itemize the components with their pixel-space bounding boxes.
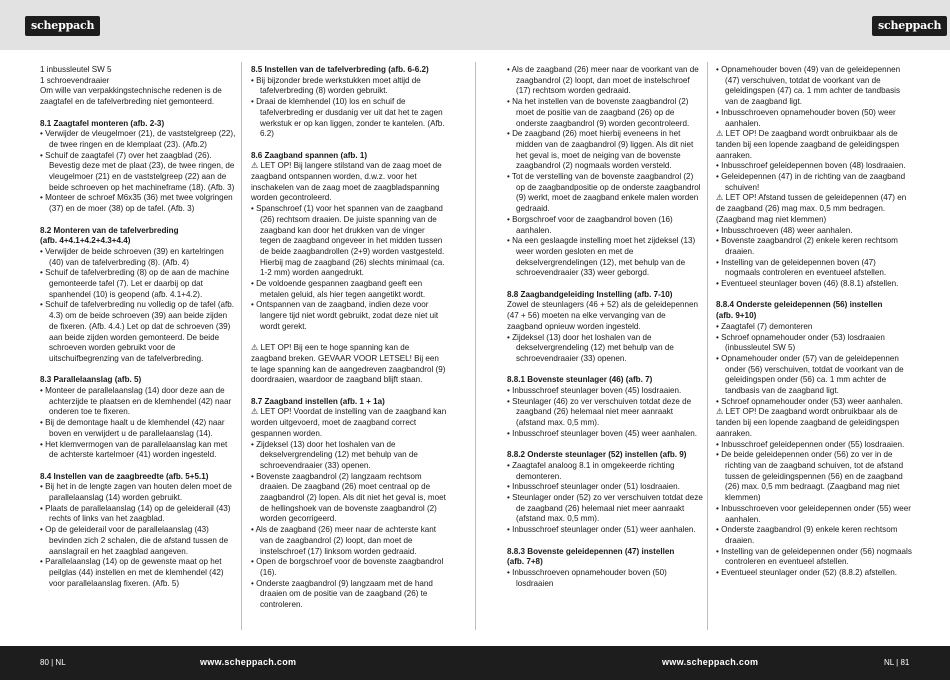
- spacer: [40, 461, 236, 472]
- bullet-item: • Geleidepennen (47) in de richting van de zaagband schuiven!: [716, 172, 906, 192]
- bullet-item: • Schroef opnamehouder onder (53) weer aanhalen.: [716, 396, 903, 406]
- column-divider: [241, 62, 242, 630]
- bullet-item: • Open de borgschroef voor de bovenste zaagbandrol (16).: [251, 557, 444, 577]
- bullet-item: • Spanschroef (1) voor het spannen van de zaagband (26) rechtsom draaien. De juiste spanning van de zaagband kan door het drukken van de vinger tegen de zaagband ongeveer in het midden tussen de beide zaagbandrollen (2+9) worden vastgesteld. Hierbij mag de zaagband (26) slechts minimaal (ca. 1-2 mm) worden aangedrukt.: [251, 204, 445, 278]
- bullet-item: • Inbusschroeven opnamehouder boven (50) losdraaien: [507, 567, 667, 588]
- bullet-item: • De zaagband (26) moet hierbij eveneens in het midden van de zaagbandrol (9) liggen. Als dit niet het geval is, moet de neiging van de bovenste zaagbandrol (2) nogmaals worden versteld.: [507, 129, 694, 171]
- spacer: [251, 333, 447, 344]
- bullet-item: • Onderste zaagbandrol (9) langzaam met de hand draaien om de positie van de zaagband (26) te controleren.: [251, 578, 433, 610]
- bullet-item: • Steunlager (46) zo ver verschuiven totdat deze de zaagband (26) helemaal niet meer aanraakt (afstand max. 0,5 mm).: [507, 396, 692, 428]
- bullet-item: • Opnamehouder boven (49) van de geleidepennen (47) verschuiven, totdat de voorkant van de geleidingspen (47) ca. 1 mm achter de tandbasis van de zaagband ligt.: [716, 65, 901, 107]
- bullet-item: • Schuif de tafelverbreding (8) op de aan de machine gemonteerde tafel (7). Let er daarbij op dat spanhendel (10) is geopend (afb. 4.1+4.2).: [40, 268, 230, 299]
- bullet-item: • Bij het in de lengte zagen van houten delen moet de parallelaanslag (14) worden gebruikt.: [40, 482, 232, 503]
- paragraph: Zowel de steunlagers (46 + 52) als de geleidepennen (47 + 56) moeten na elke vervanging van de zaagband opnieuw worden ingesteld.: [507, 300, 699, 331]
- header-bar: [0, 0, 950, 50]
- section-heading: 8.2 Monteren van de tafelverbreding: [40, 225, 179, 235]
- bullet-item: • Bovenste zaagbandrol (2) enkele keren rechtsom draaien.: [716, 236, 898, 256]
- section-heading: 8.8.2 Onderste steunlager (52) instellen (afb. 9): [507, 450, 687, 460]
- bullet-item: • Eventueel steunlager boven (46) (8.8.1) afstellen.: [716, 279, 899, 289]
- bullet-item: • Na een geslaagde instelling moet het zijdeksel (13) weer worden gesloten en met de dekselvergrendelingen (12), met behulp van de schroevendraaier (33) weer geborgd.: [507, 236, 696, 278]
- section-heading: 8.5 Instellen van de tafelverbreding (afb. 6-6.2): [251, 65, 429, 74]
- bullet-item: • Zaagtafel analoog 8.1 in omgekeerde richting demonteren.: [507, 460, 675, 481]
- footer-bar: [0, 646, 950, 680]
- spacer: [507, 536, 703, 547]
- bullet-item: • Ontspannen van de zaagband, indien deze voor langere tijd niet wordt gebruikt, zodat deze niet uit wordt gerekt.: [251, 300, 439, 331]
- bullet-item: • Inbusschroef steunlager boven (45) losdraaien.: [507, 386, 682, 396]
- bullet-item: • Zijdeksel (13) door het loshalen van de dekselvergrendeling (12) met behulp van de schroevendraaier (33) openen.: [251, 439, 418, 470]
- column-divider: [707, 62, 708, 630]
- bullet-item: • Steunlager onder (52) zo ver verschuiven totdat deze de zaagband (26) helemaal niet meer aanraakt (afstand max. 0,5 mm).: [507, 493, 703, 524]
- bullet-item: • Instelling van de geleidepennen onder (56) nogmaals controleren en eventueel afstellen.: [716, 546, 912, 567]
- paragraph: ⚠ LET OP! Voordat de instelling van de zaagband kan worden uitgevoerd, moet de zaagband correct gespannen worden.: [251, 407, 447, 438]
- spacer: [507, 279, 703, 290]
- bullet-item: • Op de geleiderail voor de parallelaanslag (43) bevinden zich 2 schalen, die de afstand tussen de aanslagrail en het zaagblad aangeven.: [40, 525, 229, 556]
- bullet-item: • Als de zaagband (26) meer naar de voorkant van de zaagbandrol (2) loopt, dan moet de instelschroef (17) rechtsom worden gedraaid.: [507, 65, 699, 96]
- section-heading: (afb. 7+8): [507, 557, 543, 567]
- bullet-item: • Opnamehouder onder (57) van de geleidepennen onder (56) verschuiven, totdat de voorkant van de geleidingspen onder (56) ca. 1 mm achter de tandbasis van de zaagband ligt.: [716, 353, 904, 396]
- bullet-item: • Instelling van de geleidepennen boven (47) nogmaals controleren en eventueel afstellen.: [716, 257, 887, 278]
- spacer: [40, 108, 236, 119]
- bullet-item: • Borgschroef voor de zaagbandrol boven (16) aanhalen.: [507, 214, 673, 235]
- bullet-item: • Tot de verstelling van de bovenste zaagbandrol (2) op de zaagbandpositie op de onderste zaagbandrol (9) werkt, moet de zaagband enkele malen worden gedraaid.: [507, 172, 701, 214]
- spacer: [40, 365, 236, 376]
- column-divider: [475, 62, 476, 630]
- bullet-item: • Als de zaagband (26) meer naar de achterste kant van de zaagbandrol (2) loopt, dan moet de instelschroef (17) linksom worden gedraaid.: [251, 525, 437, 556]
- bullet-item: • Het klemvermogen van de parallelaanslag kan met de achterste kartelmoer (41) worden ingesteld.: [40, 439, 228, 460]
- bullet-item: • Schuif de tafelverbreding nu volledig op de tafel (afb. 4.3) om de beide schroeven (39) aan beide zijden de fixeren. (Afb. 4.4.) Let op dat de schroeven (39) aan beide zijden worden gemonteerd. De beide schroeven worden gebruikt voor de uitschuifbegrenzing van de tafelverbreding.: [40, 300, 235, 363]
- section-heading: (afb. 9+10): [716, 311, 757, 321]
- bullet-item: • Bovenste zaagbandrol (2) langzaam rechtsom draaien. De zaagband (26) moet centraal op de zaagbandrol (2) lopen. Als dit niet het geval is, moet de hellingshoek van de bovenste zaagbandrol (2) worden gecorrigeerd.: [251, 471, 446, 524]
- brand-logo-left: scheppach: [25, 16, 100, 36]
- spacer: [507, 440, 703, 451]
- bullet-item: • Na het instellen van de bovenste zaagbandrol (2) moet de positie van de zaagband (26) op de onderste zaagbandrol (9) worden gecontroleerd.: [507, 97, 690, 128]
- spacer: [507, 365, 703, 376]
- bullet-item: • Inbusschroeven voor geleidepennen onder (55) weer aanhalen.: [716, 503, 911, 524]
- bullet-item: • Inbusschroef geleidepennen onder (55) losdraaien.: [716, 439, 905, 449]
- section-heading: 8.1 Zaagtafel monteren (afb. 2-3): [40, 118, 165, 128]
- website-link-right[interactable]: www.scheppach.com: [662, 657, 759, 667]
- paragraph: ⚠ LET OP! De zaagband wordt onbruikbaar als de tanden bij een lopende zaagband de geleidingspen aanraken.: [716, 407, 900, 438]
- section-heading: 8.8.1 Bovenste steunlager (46) (afb. 7): [507, 375, 653, 385]
- text-column-2: [251, 65, 447, 611]
- spacer: [251, 386, 447, 397]
- section-heading: 8.7 Zaagband instellen (afb. 1 + 1a): [251, 396, 385, 406]
- section-heading: 8.3 Parallelaanslag (afb. 5): [40, 375, 142, 385]
- bullet-item: • Draai de klemhendel (10) los en schuif de tafelverbreding er dusdanig ver uit dat het te zagen werkstuk er op kan liggen, zonder te kantelen. (Afb. 6.2): [251, 97, 445, 139]
- section-heading: (afb. 4+4.1+4.2+4.3+4.4): [40, 236, 131, 246]
- brand-logo-right: scheppach: [872, 16, 947, 36]
- bullet-item: • Monteer de schroef M6x35 (36) met twee volgringen (37) en de moer (38) op de tafel. (Afb. 3): [40, 193, 233, 214]
- bullet-item: • Bij bijzonder brede werkstukken moet altijd de tafelverbreding (8) worden gebruikt.: [251, 75, 421, 96]
- page-number-right: NL | 81: [884, 658, 910, 667]
- bullet-item: • Onderste zaagbandrol (9) enkele keren rechtsom draaien.: [716, 525, 898, 545]
- paragraph: ⚠ LET OP! Bij een te hoge spanning kan de zaagband breken. GEVAAR VOOR LETSEL! Bij een te lage spanning kan de aangedreven zaagbandrol (9) doordraaien, waardoor de zaagband blijft staan.: [251, 343, 446, 385]
- bullet-item: • Zaagtafel (7) demonteren: [716, 321, 813, 331]
- bullet-item: • Inbusschroef steunlager onder (51) losdraaien.: [507, 482, 680, 492]
- bullet-item: • Monteer de parallelaanslag (14) door deze aan de achterzijde te plaatsen en de klemhendel (42) naar onderen toe te fixeren.: [40, 386, 232, 417]
- bullet-item: • De beide geleidepennen onder (56) zo ver in de richting van de zaagband schuiven, tot de afstand tussen de geleidingspennen (56) en de zaagband (26) max. 0,5 mm bedraagt. (Zaagband mag niet klemmen): [716, 450, 904, 503]
- bullet-item: • De voldoende gespannen zaagband geeft een metalen geluid, als hier tegen aangetikt wordt.: [251, 279, 426, 299]
- bullet-item: • Schroef opnamehouder onder (53) losdraaien (inbussleutel SW 5): [716, 332, 885, 353]
- paragraph: Om wille van verpakkingstechnische redenen is de zaagtafel en de tafelverbreding niet gemonteerd.: [40, 86, 222, 107]
- page-number-left: 80 | NL: [40, 658, 66, 667]
- text-column-1: [40, 65, 236, 589]
- paragraph: ⚠ LET OP! Afstand tussen de geleidepennen (47) en de zaagband (26) mag max. 0,5 mm bedragen. (Zaagband mag niet klemmen): [716, 193, 907, 224]
- bullet-item: • Inbusschroeven (48) weer aanhalen.: [716, 225, 853, 235]
- paragraph: ⚠ LET OP! De zaagband wordt onbruikbaar als de tanden bij een lopende zaagband de geleidingspen aanraken.: [716, 129, 900, 160]
- section-heading: 8.6 Zaagband spannen (afb. 1): [251, 150, 368, 160]
- spacer: [251, 140, 447, 151]
- text-column-3: [507, 65, 703, 589]
- section-heading: 8.8.3 Bovenste geleidepennen (47) instellen: [507, 546, 675, 556]
- section-heading: 8.8 Zaagbandgeleiding Instelling (afb. 7-10): [507, 289, 673, 299]
- bullet-item: • Verwijder de vleugelmoer (21), de vaststelgreep (22), de twee ringen en de klemplaat (23). (Afb.2): [40, 129, 236, 149]
- spacer: [40, 215, 236, 226]
- section-heading: 8.8.4 Onderste geleidepennen (56) instellen: [716, 300, 883, 310]
- bullet-item: • Inbusschroeven opnamehouder boven (50) weer aanhalen.: [716, 107, 896, 128]
- bullet-item: • Plaats de parallelaanslag (14) op de geleiderail (43) rechts of links van het zaagblad.: [40, 503, 231, 524]
- text-column-4: [716, 65, 912, 579]
- bullet-item: • Zijdeksel (13) door het loshalen van de dekselvergrendeling (12) met behulp van de schroevendraaier (33) openen.: [507, 332, 674, 363]
- bullet-item: • Verwijder de beide schroeven (39) en kartelringen (40) van de tafelverbreding (8). (Afb. 4): [40, 246, 224, 267]
- bullet-item: • Schuif de zaagtafel (7) over het zaagblad (26). Bevestig deze met de plaat (23), de twee ringen, de vleugelmoer (21) en de vaststelgreep (22) aan de beide schroeven op het machineframe (18). (Afb. 3): [40, 150, 235, 192]
- paragraph: 1 inbussleutel SW 5: [40, 65, 112, 74]
- bullet-item: • Bij de demontage haalt u de klemhendel (42) naar boven en verwijdert u de parallelaanslag (14).: [40, 418, 225, 438]
- paragraph: ⚠ LET OP! Bij langere stilstand van de zaag moet de zaagband ontspannen worden, d.w.z. voor het inschakelen van de zaag moet de zaagbladspanning worden gecontroleerd.: [251, 161, 442, 203]
- bullet-item: • Inbusschroef steunlager boven (45) weer aanhalen.: [507, 428, 698, 438]
- website-link-left[interactable]: www.scheppach.com: [200, 657, 297, 667]
- paragraph: 1 schroevendraaier: [40, 75, 110, 85]
- spacer: [716, 290, 912, 301]
- bullet-item: • Eventueel steunlager onder (52) (8.8.2) afstellen.: [716, 568, 898, 578]
- bullet-item: • Parallelaanslag (14) op de gewenste maat op het peilglas (44) instellen en met de klemhendel (42) voor parallelaanslag fixeren. (Afb. 5): [40, 557, 224, 588]
- section-heading: 8.4 Instellen van de zaagbreedte (afb. 5+5.1): [40, 471, 209, 481]
- bullet-item: • Inbusschroef steunlager onder (51) weer aanhalen.: [507, 525, 696, 535]
- bullet-item: • Inbusschroef geleidepennen boven (48) losdraaien.: [716, 161, 906, 171]
